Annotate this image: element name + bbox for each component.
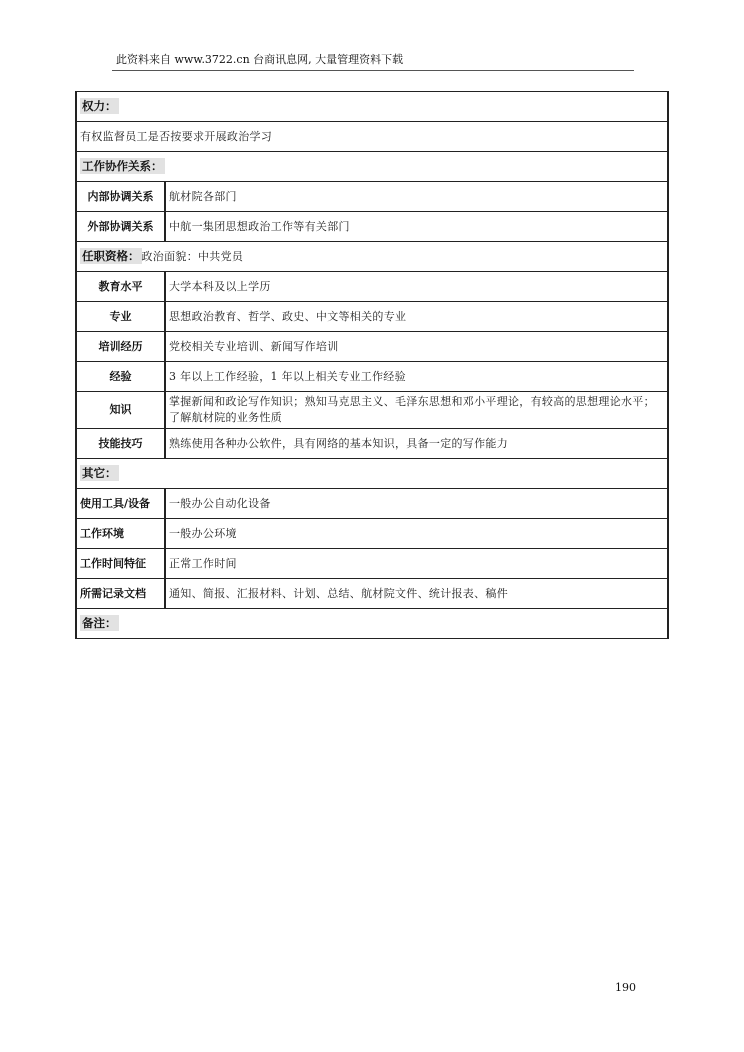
political-status: 政治面貌：中共党员	[141, 250, 244, 263]
remarks-row	[76, 609, 668, 639]
experience-value: 3 年以上工作经验，1 年以上相关专业工作经验	[165, 362, 668, 392]
documents-label: 所需记录文档	[76, 579, 165, 609]
table-row	[76, 549, 668, 579]
tools-value: 一般办公自动化设备	[165, 489, 668, 519]
collaboration-header-row	[76, 152, 668, 182]
work-hours-label: 工作时间特征	[76, 549, 165, 579]
education-value: 大学本科及以上学历	[165, 272, 668, 302]
remarks-title: 备注：	[82, 616, 117, 630]
major-value: 思想政治教育、哲学、政史、中文等相关的专业	[165, 302, 668, 332]
training-label: 培训经历	[76, 332, 165, 362]
source-text: 此资料来自 www.3722.cn 台商讯息网, 大量管理资料下载	[116, 53, 404, 66]
authority-title: 权力：	[82, 99, 117, 113]
internal-coordination-label: 内部协调关系	[76, 182, 165, 212]
page-number: 190	[615, 981, 636, 994]
internal-coordination-value: 航材院各部门	[165, 182, 668, 212]
table-row	[76, 392, 668, 429]
table-row	[76, 212, 668, 242]
table-row	[76, 302, 668, 332]
environment-value: 一般办公环境	[165, 519, 668, 549]
external-coordination-label: 外部协调关系	[76, 212, 165, 242]
knowledge-label: 知识	[76, 392, 165, 429]
table-row	[76, 489, 668, 519]
table-row	[76, 519, 668, 549]
skills-value: 熟练使用各种办公软件，具有网络的基本知识，具备一定的写作能力	[165, 429, 668, 459]
table-row	[76, 579, 668, 609]
table-row	[76, 332, 668, 362]
tools-label: 使用工具/设备	[76, 489, 165, 519]
table-row	[76, 429, 668, 459]
table-row	[76, 182, 668, 212]
documents-value: 通知、简报、汇报材料、计划、总结、航材院文件、统计报表、稿件	[165, 579, 668, 609]
qualification-header-row	[76, 242, 668, 272]
skills-label: 技能技巧	[76, 429, 165, 459]
training-value: 党校相关专业培训、新闻写作培训	[165, 332, 668, 362]
environment-label: 工作环境	[76, 519, 165, 549]
qualification-title: 任职资格：	[82, 249, 140, 263]
table-row	[76, 272, 668, 302]
education-label: 教育水平	[76, 272, 165, 302]
authority-header-row	[76, 92, 668, 122]
work-hours-value: 正常工作时间	[165, 549, 668, 579]
external-coordination-value: 中航一集团思想政治工作等有关部门	[165, 212, 668, 242]
major-label: 专业	[76, 302, 165, 332]
collaboration-title: 工作协作关系：	[82, 159, 163, 173]
authority-content: 有权监督员工是否按要求开展政治学习	[76, 122, 668, 152]
other-header-row	[76, 459, 668, 489]
other-title: 其它：	[82, 466, 117, 480]
job-description-table	[75, 91, 669, 639]
page-header	[112, 53, 634, 71]
table-row	[76, 362, 668, 392]
experience-label: 经验	[76, 362, 165, 392]
authority-content-row	[76, 122, 668, 152]
knowledge-value: 掌握新闻和政论写作知识；熟知马克思主义、毛泽东思想和邓小平理论，有较高的思想理论水平；了解航材院的业务性质	[165, 392, 668, 429]
